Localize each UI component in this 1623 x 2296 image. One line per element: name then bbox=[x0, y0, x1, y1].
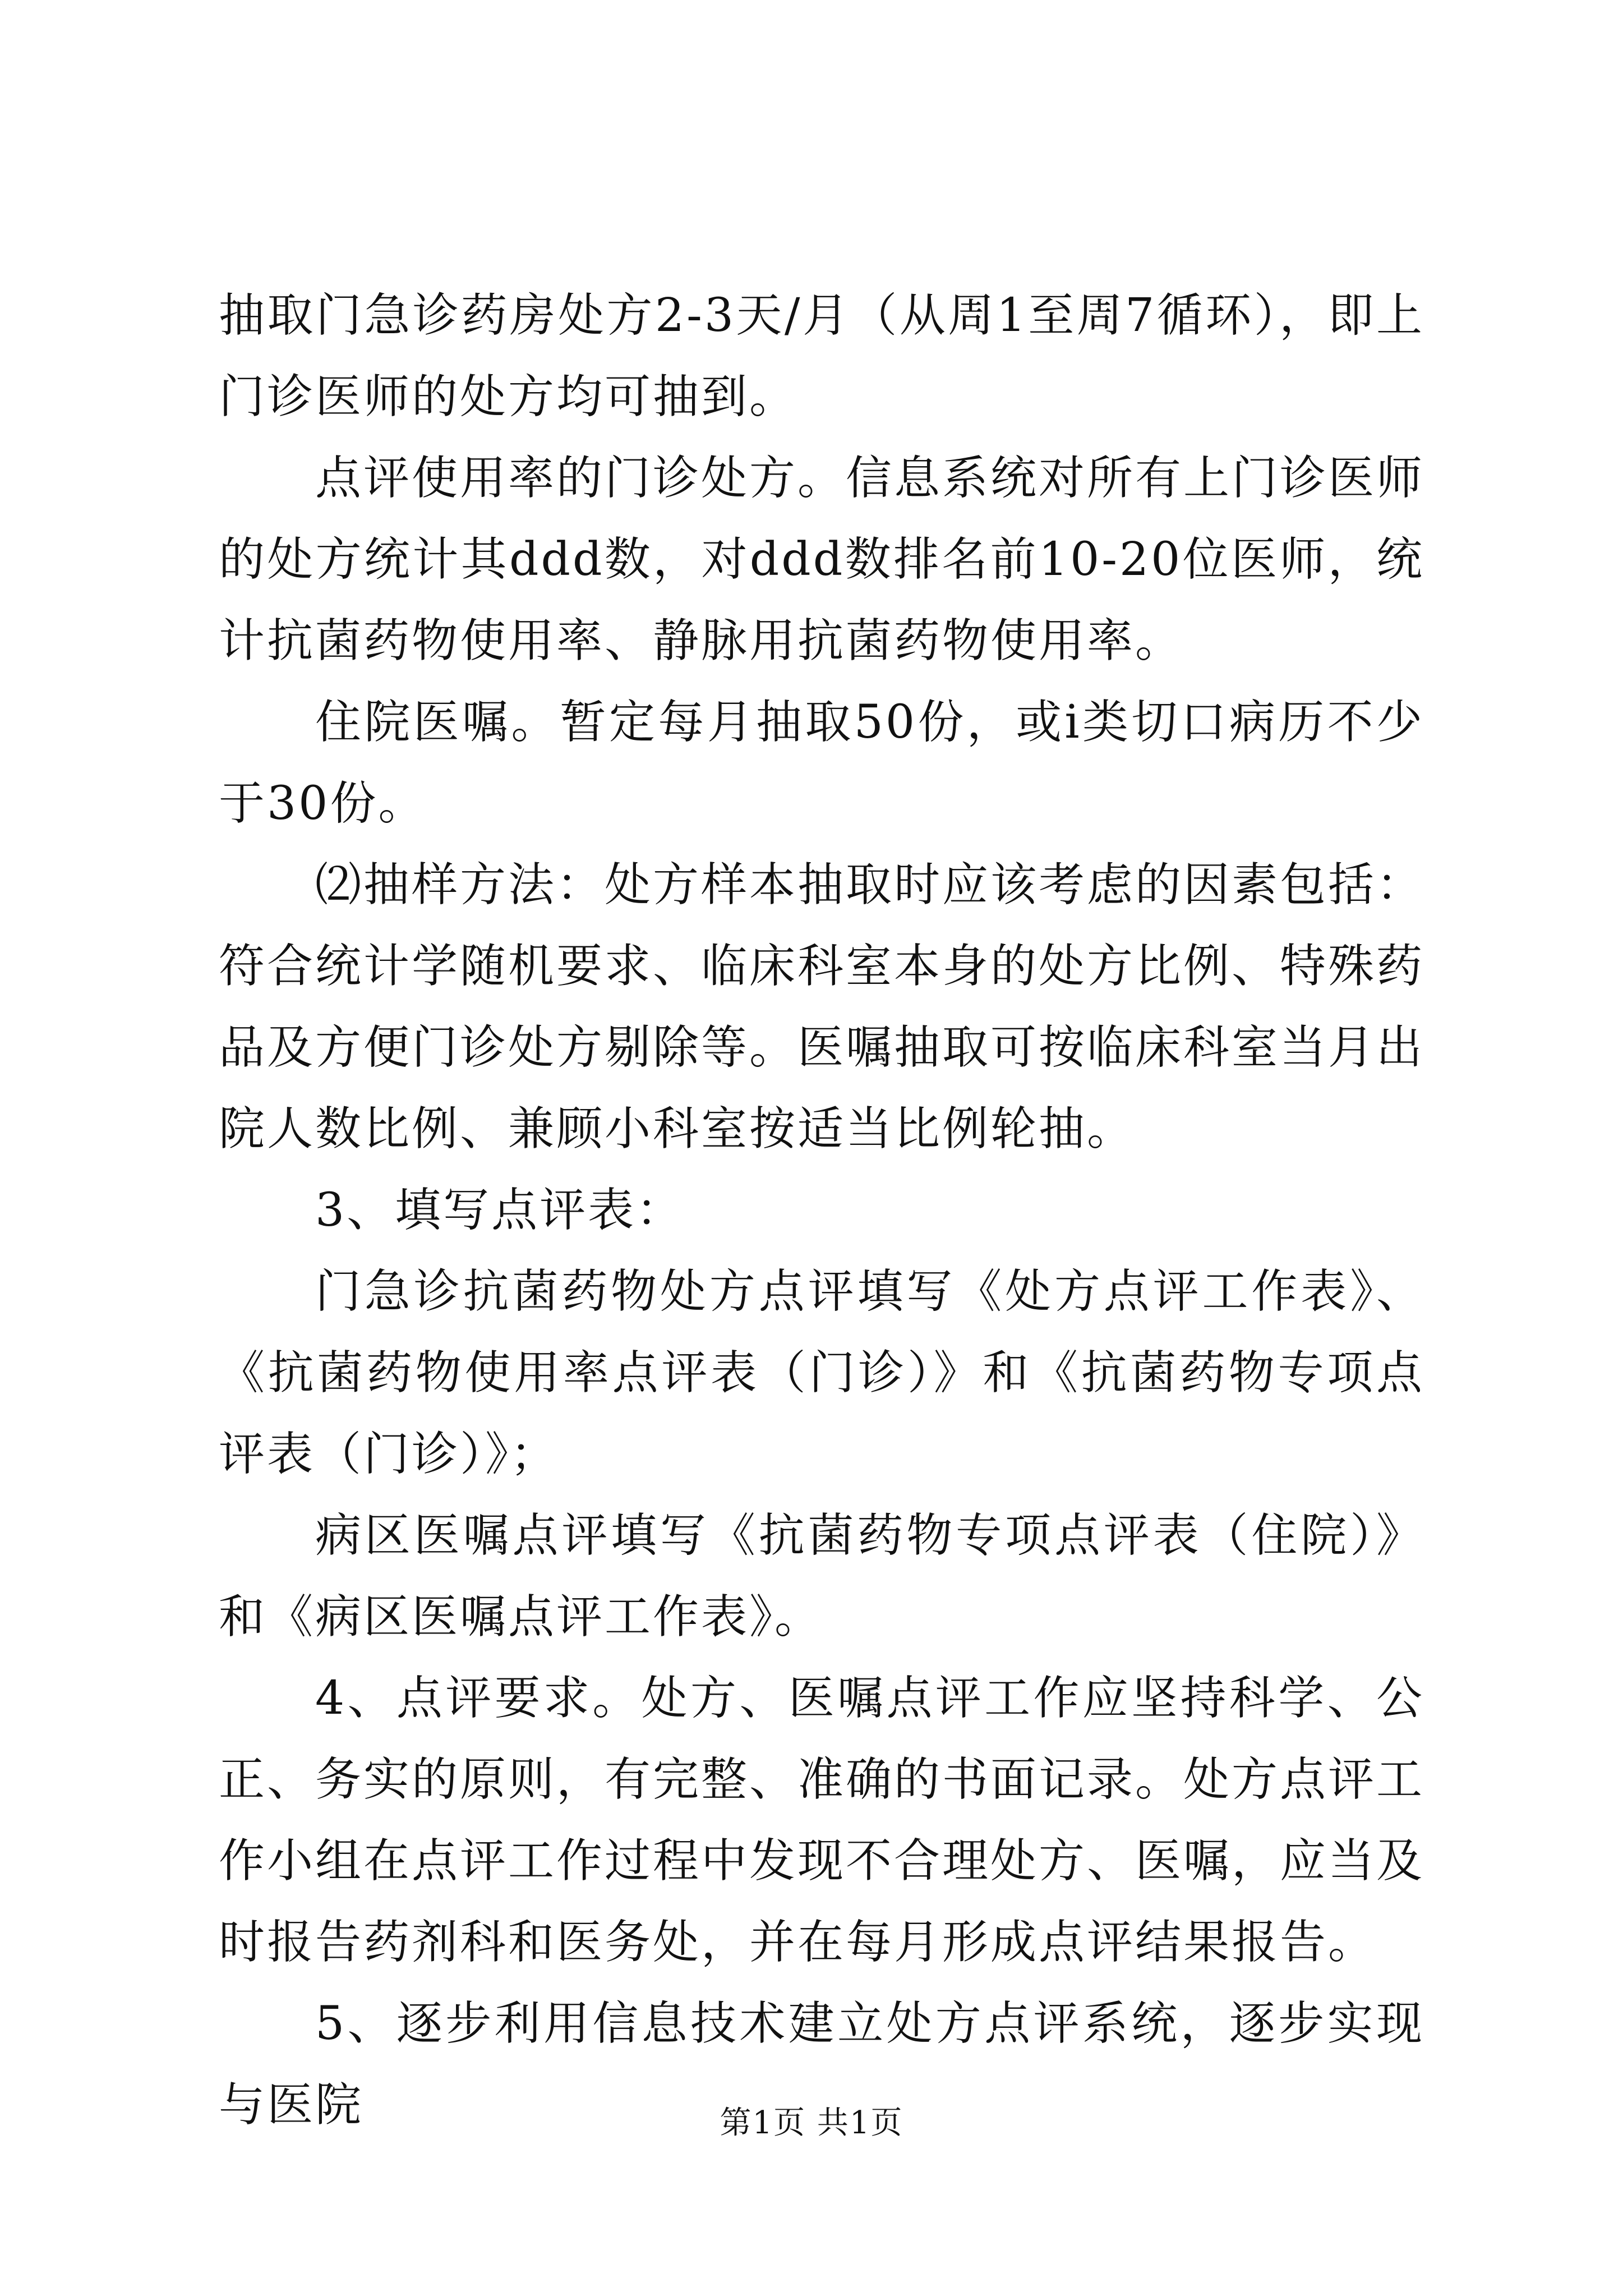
document-body bbox=[219, 275, 1424, 2146]
paragraph-continuation: 抽取门急诊药房处方2-3天/月（从周1至周7循环），即上门诊医师的处方均可抽到。 bbox=[219, 289, 1424, 424]
paragraph-outpatient-forms: 门急诊抗菌药物处方点评填写《处方点评工作表》、《抗菌药物使用率点评表（门诊）》和《抗菌药物专项点评表（门诊）》； bbox=[219, 1265, 1424, 1481]
paragraph-sampling-method: ⑵抽样方法：处方样本抽取时应该考虑的因素包括：符合统计学随机要求、临床科室本身的处方比例、特殊药品及方便门诊处方剔除等。医嘱抽取可按临床科室当月出院人数比例、兼顾小科室按适当比例轮抽。 bbox=[219, 858, 1425, 1156]
paragraph-review-requirements: 4、点评要求。处方、医嘱点评工作应坚持科学、公正、务实的原则，有完整、准确的书面记录。处方点评工作小组在点评工作过程中发现不合理处方、医嘱，应当及时报告药剂科和医务处，并在每月形成点评结果报告。 bbox=[219, 1672, 1425, 1969]
page-footer: 第1页 共1页 bbox=[720, 2105, 903, 2141]
paragraph-outpatient-usage-rate: 点评使用率的门诊处方。信息系统对所有上门诊医师的处方统计其ddd数，对ddd数排名前10-20位医师，统计抗菌药物使用率、静脉用抗菌药物使用率。 bbox=[219, 452, 1425, 668]
paragraph-inpatient-orders: 住院医嘱。暂定每月抽取50份，或i类切口病历不少于30份。 bbox=[219, 696, 1424, 830]
paragraph-ward-forms: 病区医嘱点评填写《抗菌药物专项点评表（住院）》和《病区医嘱点评工作表》。 bbox=[219, 1509, 1424, 1644]
paragraph-fill-review-form: 3、填写点评表： bbox=[315, 1184, 685, 1237]
paragraph-information-system: 5、逐步利用信息技术建立处方点评系统，逐步实现与医院 bbox=[219, 1997, 1424, 2132]
